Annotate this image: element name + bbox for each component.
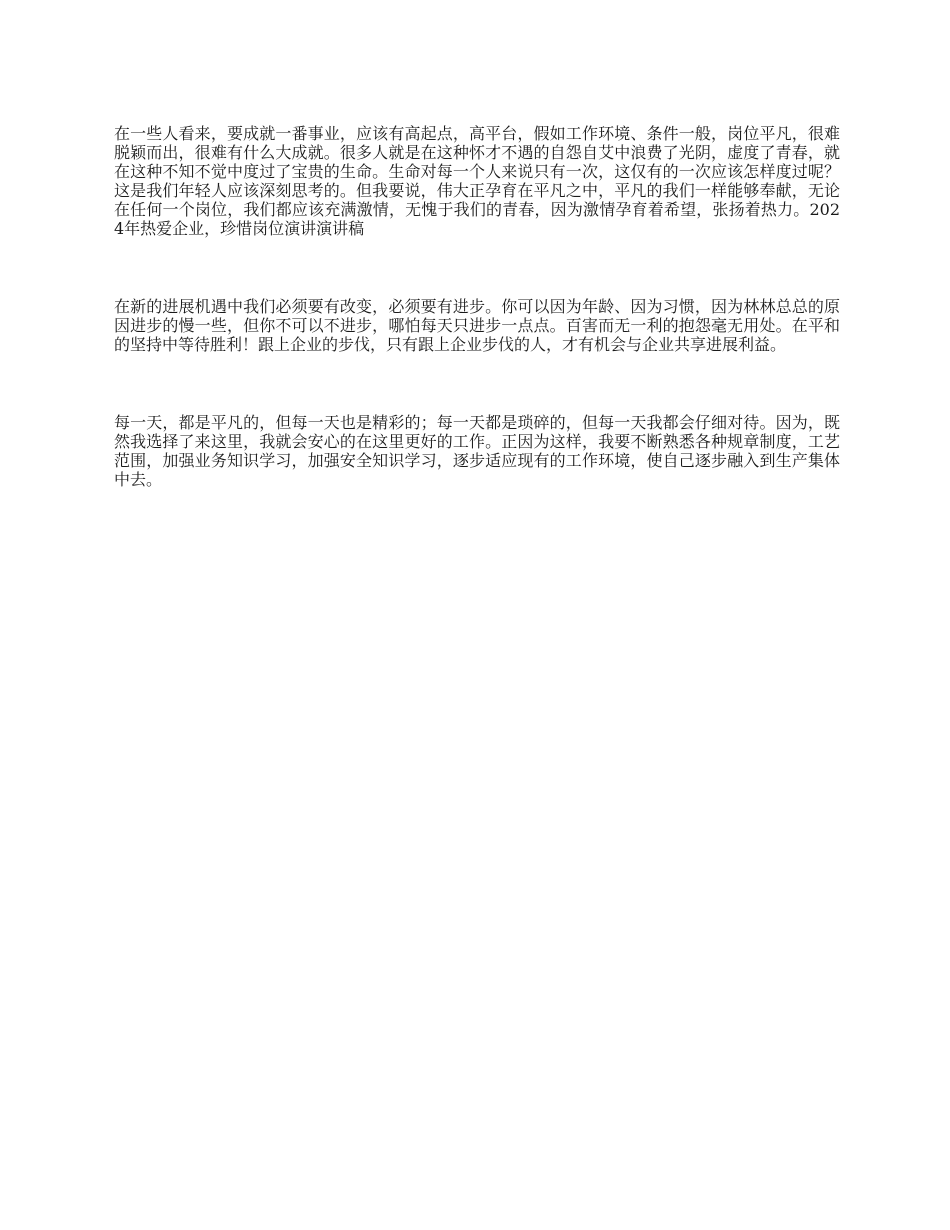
paragraph-2: 在新的进展机遇中我们必须要有改变，必须要有进步。你可以因为年龄、因为习惯，因为林林总总的原因进步的慢一些，但你不可以不进步，哪怕每天只进步一点点。百害而无一利的抱怨毫无用处。在平和的坚持中等待胜利！跟上企业的步伐，只有跟上企业步伐的人，才有机会与企业共享进展利益。 <box>114 297 840 354</box>
paragraph-1: 在一些人看来，要成就一番事业，应该有高起点，高平台，假如工作环境、条件一般，岗位平凡，很难脱颖而出，很难有什么大成就。很多人就是在这种怀才不遇的自怨自艾中浪费了光阴，虚度了青春，就在这种不知不觉中度过了宝贵的生命。生命对每一个人来说只有一次，这仅有的一次应该怎样度过呢？这是我们年轻人应该深刻思考的。但我要说，伟大正孕育在平凡之中，平凡的我们一样能够奉献，无论在任何一个岗位，我们都应该充满激情，无愧于我们的青春，因为激情孕育着希望，张扬着热力。2024年热爱企业，珍惜岗位演讲演讲稿 <box>114 124 840 238</box>
paragraph-3: 每一天，都是平凡的，但每一天也是精彩的；每一天都是琐碎的，但每一天我都会仔细对待。因为，既然我选择了来这里，我就会安心的在这里更好的工作。正因为这样，我要不断熟悉各种规章制度，工艺范围，加强业务知识学习，加强安全知识学习，逐步适应现有的工作环境，使自己逐步融入到生产集体中去。 <box>114 413 840 489</box>
document-body <box>114 124 840 548</box>
